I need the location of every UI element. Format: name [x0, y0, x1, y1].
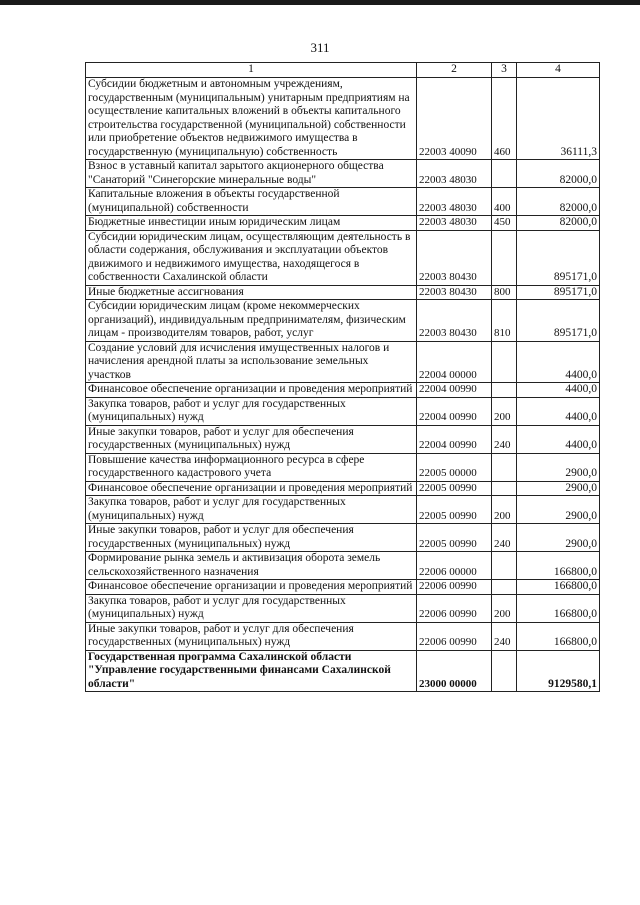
header-col-1: 1 [86, 63, 417, 78]
row-amount: 82000,0 [517, 160, 600, 188]
row-description: Создание условий для исчисления имущественных налогов и начисления арендной платы за использование земельных участков [86, 341, 417, 383]
row-amount: 4400,0 [517, 383, 600, 398]
row-description: Капитальные вложения в объекты государственной (муниципальной) собственности [86, 188, 417, 216]
table-row [86, 216, 600, 231]
row-code: 22004 00990 [417, 397, 492, 425]
row-description: Иные закупки товаров, работ и услуг для обеспечения государственных (муниципальных) нужд [86, 425, 417, 453]
row-code: 22003 80430 [417, 300, 492, 342]
header-col-4: 4 [517, 63, 600, 78]
row-description: Финансовое обеспечение организации и проведения мероприятий [86, 580, 417, 595]
table-row [86, 300, 600, 342]
row-amount: 2900,0 [517, 524, 600, 552]
row-description: Иные бюджетные ассигнования [86, 285, 417, 300]
row-expense-type [492, 650, 517, 692]
table-row [86, 78, 600, 160]
row-description: Финансовое обеспечение организации и проведения мероприятий [86, 481, 417, 496]
page-number: 311 [310, 40, 330, 55]
row-expense-type: 810 [492, 300, 517, 342]
row-code: 22003 48030 [417, 160, 492, 188]
row-amount: 82000,0 [517, 188, 600, 216]
row-expense-type [492, 160, 517, 188]
row-amount: 2900,0 [517, 481, 600, 496]
table-row [86, 496, 600, 524]
row-amount: 4400,0 [517, 341, 600, 383]
table-row [86, 650, 600, 692]
row-expense-type: 240 [492, 524, 517, 552]
row-expense-type: 240 [492, 425, 517, 453]
row-amount: 36111,3 [517, 78, 600, 160]
row-amount: 166800,0 [517, 594, 600, 622]
row-amount: 2900,0 [517, 496, 600, 524]
row-description: Иные закупки товаров, работ и услуг для обеспечения государственных (муниципальных) нужд [86, 622, 417, 650]
row-description: Бюджетные инвестиции иным юридическим лицам [86, 216, 417, 231]
row-code: 22005 00990 [417, 481, 492, 496]
row-description: Закупка товаров, работ и услуг для государственных (муниципальных) нужд [86, 397, 417, 425]
table-row [86, 453, 600, 481]
row-amount: 895171,0 [517, 230, 600, 285]
row-amount: 895171,0 [517, 285, 600, 300]
row-description: Субсидии бюджетным и автономным учреждениям, государственным (муниципальным) унитарным предприятиям на осуществление капитальных вложений в объекты капитального строительства государственной (муниципальной) собственности или приобретение объектов недвижимого имущества в государственную (муниципальную) собственность [86, 78, 417, 160]
row-expense-type: 200 [492, 397, 517, 425]
table-row [86, 425, 600, 453]
row-amount: 895171,0 [517, 300, 600, 342]
table-row [86, 341, 600, 383]
header-col-2: 2 [417, 63, 492, 78]
row-expense-type [492, 481, 517, 496]
row-expense-type [492, 552, 517, 580]
row-code: 22005 00990 [417, 524, 492, 552]
table-row [86, 481, 600, 496]
table-row [86, 524, 600, 552]
row-amount: 82000,0 [517, 216, 600, 231]
row-code: 22003 48030 [417, 216, 492, 231]
table-row [86, 622, 600, 650]
row-expense-type [492, 230, 517, 285]
row-description: Закупка товаров, работ и услуг для государственных (муниципальных) нужд [86, 594, 417, 622]
table-row [86, 552, 600, 580]
row-description: Закупка товаров, работ и услуг для государственных (муниципальных) нужд [86, 496, 417, 524]
row-expense-type [492, 341, 517, 383]
row-code: 22006 00990 [417, 580, 492, 595]
row-amount: 4400,0 [517, 425, 600, 453]
row-expense-type [492, 580, 517, 595]
table-row [86, 383, 600, 398]
table-row [86, 285, 600, 300]
row-code: 22004 00990 [417, 425, 492, 453]
row-expense-type: 240 [492, 622, 517, 650]
row-code: 22005 00990 [417, 496, 492, 524]
row-code: 23000 00000 [417, 650, 492, 692]
row-code: 22006 00000 [417, 552, 492, 580]
row-description: Повышение качества информационного ресурса в сфере государственного кадастрового учета [86, 453, 417, 481]
row-expense-type: 400 [492, 188, 517, 216]
table-row [86, 580, 600, 595]
row-code: 22006 00990 [417, 594, 492, 622]
row-expense-type: 460 [492, 78, 517, 160]
table-row [86, 188, 600, 216]
header-col-3: 3 [492, 63, 517, 78]
table-row [86, 594, 600, 622]
row-code: 22006 00990 [417, 622, 492, 650]
header-row [86, 63, 600, 78]
row-expense-type [492, 383, 517, 398]
row-amount: 166800,0 [517, 622, 600, 650]
row-code: 22003 48030 [417, 188, 492, 216]
row-description: Государственная программа Сахалинской области "Управление государственными финансами Сахалинской области" [86, 650, 417, 692]
row-code: 22005 00000 [417, 453, 492, 481]
row-code: 22004 00990 [417, 383, 492, 398]
budget-table [85, 62, 600, 692]
row-description: Субсидии юридическим лицам, осуществляющим деятельность в области содержания, обслуживания и эксплуатации объектов движимого и недвижимого имущества, находящегося в собственности Сахалинской области [86, 230, 417, 285]
row-expense-type: 200 [492, 496, 517, 524]
row-expense-type [492, 453, 517, 481]
row-description: Финансовое обеспечение организации и проведения мероприятий [86, 383, 417, 398]
table-row [86, 397, 600, 425]
row-expense-type: 800 [492, 285, 517, 300]
row-amount: 166800,0 [517, 580, 600, 595]
row-description: Взнос в уставный капитал зарытого акционерного общества "Санаторий "Синегорские минеральные воды" [86, 160, 417, 188]
row-code: 22003 80430 [417, 230, 492, 285]
row-code: 22003 80430 [417, 285, 492, 300]
row-expense-type: 450 [492, 216, 517, 231]
row-expense-type: 200 [492, 594, 517, 622]
row-amount: 9129580,1 [517, 650, 600, 692]
row-code: 22004 00000 [417, 341, 492, 383]
row-description: Иные закупки товаров, работ и услуг для обеспечения государственных (муниципальных) нужд [86, 524, 417, 552]
row-amount: 2900,0 [517, 453, 600, 481]
row-description: Формирование рынка земель и активизация оборота земель сельскохозяйственного назначения [86, 552, 417, 580]
row-description: Субсидии юридическим лицам (кроме некоммерческих организаций), индивидуальным предпринимателям, физическим лицам - производителям товаров, работ, услуг [86, 300, 417, 342]
row-amount: 4400,0 [517, 397, 600, 425]
row-amount: 166800,0 [517, 552, 600, 580]
table-row [86, 160, 600, 188]
row-code: 22003 40090 [417, 78, 492, 160]
table-row [86, 230, 600, 285]
top-border-rule [0, 0, 640, 5]
